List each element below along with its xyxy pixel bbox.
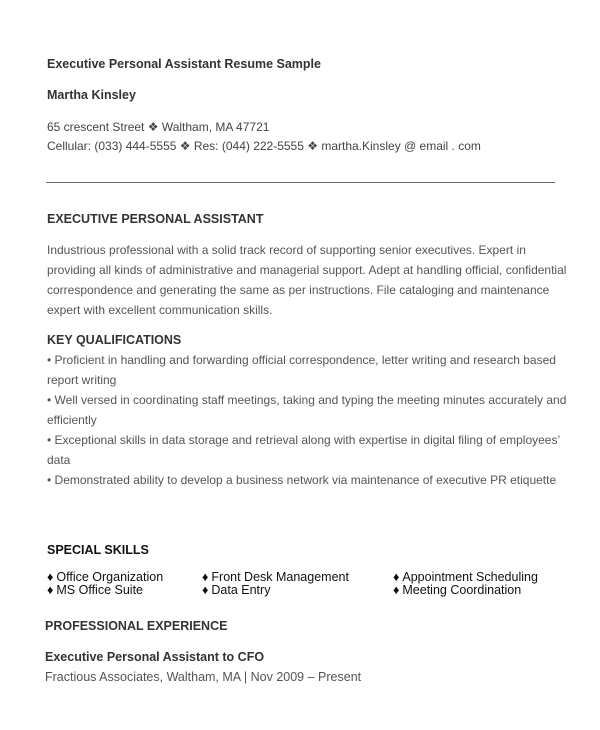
special-skills-heading: SPECIAL SKILLS bbox=[47, 543, 149, 557]
objective-paragraph bbox=[47, 240, 566, 320]
objective-line: correspondence and generating the same as per instructions. File cataloging and maintenance bbox=[47, 283, 550, 297]
objective-line: Industrious professional with a solid track record of supporting senior executives. Expert in bbox=[47, 243, 526, 257]
skill-item: ♦ Appointment Scheduling bbox=[393, 570, 538, 584]
document-title: Executive Personal Assistant Resume Sample bbox=[47, 57, 321, 71]
address-line: 65 crescent Street ❖ Waltham, MA 47721 bbox=[47, 120, 270, 134]
skill-item: ♦ Front Desk Management bbox=[202, 570, 349, 584]
qualification-line: • Well versed in coordinating staff meetings, taking and typing the meeting minutes accurately and bbox=[47, 393, 567, 407]
diamond-bullet-icon: ♦ bbox=[393, 583, 400, 597]
objective-heading: EXECUTIVE PERSONAL ASSISTANT bbox=[47, 212, 264, 226]
qualification-line: data bbox=[47, 453, 71, 467]
qualification-line: • Demonstrated ability to develop a business network via maintenance of executive PR etiquette bbox=[47, 473, 557, 487]
qualification-line: • Exceptional skills in data storage and retrieval along with expertise in digital filing of employees’ bbox=[47, 433, 561, 447]
skill-item: ♦ MS Office Suite bbox=[47, 583, 143, 597]
diamond-bullet-icon: ♦ bbox=[202, 570, 209, 584]
qualification-line: • Proficient in handling and forwarding official correspondence, letter writing and research based bbox=[47, 353, 556, 367]
header-divider bbox=[46, 182, 555, 183]
qualification-line: efficiently bbox=[47, 413, 97, 427]
skill-item: ♦ Office Organization bbox=[47, 570, 164, 584]
job-title: Executive Personal Assistant to CFO bbox=[45, 650, 265, 664]
diamond-bullet-icon: ♦ bbox=[393, 570, 400, 584]
qualifications-list bbox=[47, 350, 566, 490]
objective-line: expert with excellent communication skills. bbox=[47, 303, 273, 317]
qualification-line: report writing bbox=[47, 373, 117, 387]
diamond-bullet-icon: ♦ bbox=[47, 570, 54, 584]
job-employer-dates: Fractious Associates, Waltham, MA | Nov 2009 – Present bbox=[45, 670, 362, 684]
candidate-name: Martha Kinsley bbox=[47, 88, 136, 102]
diamond-bullet-icon: ♦ bbox=[202, 583, 209, 597]
skill-item: ♦ Data Entry bbox=[202, 583, 271, 597]
experience-heading: PROFESSIONAL EXPERIENCE bbox=[45, 619, 228, 633]
objective-line: providing all kinds of administrative and managerial support. Adept at handling official, confidential bbox=[47, 263, 567, 277]
skill-item: ♦ Meeting Coordination bbox=[393, 583, 522, 597]
contact-line: Cellular: (033) 444-5555 ❖ Res: (044) 222-5555 ❖ martha.Kinsley @ email . com bbox=[47, 139, 481, 153]
diamond-bullet-icon: ♦ bbox=[47, 583, 54, 597]
qualifications-heading: KEY QUALIFICATIONS bbox=[47, 333, 182, 347]
